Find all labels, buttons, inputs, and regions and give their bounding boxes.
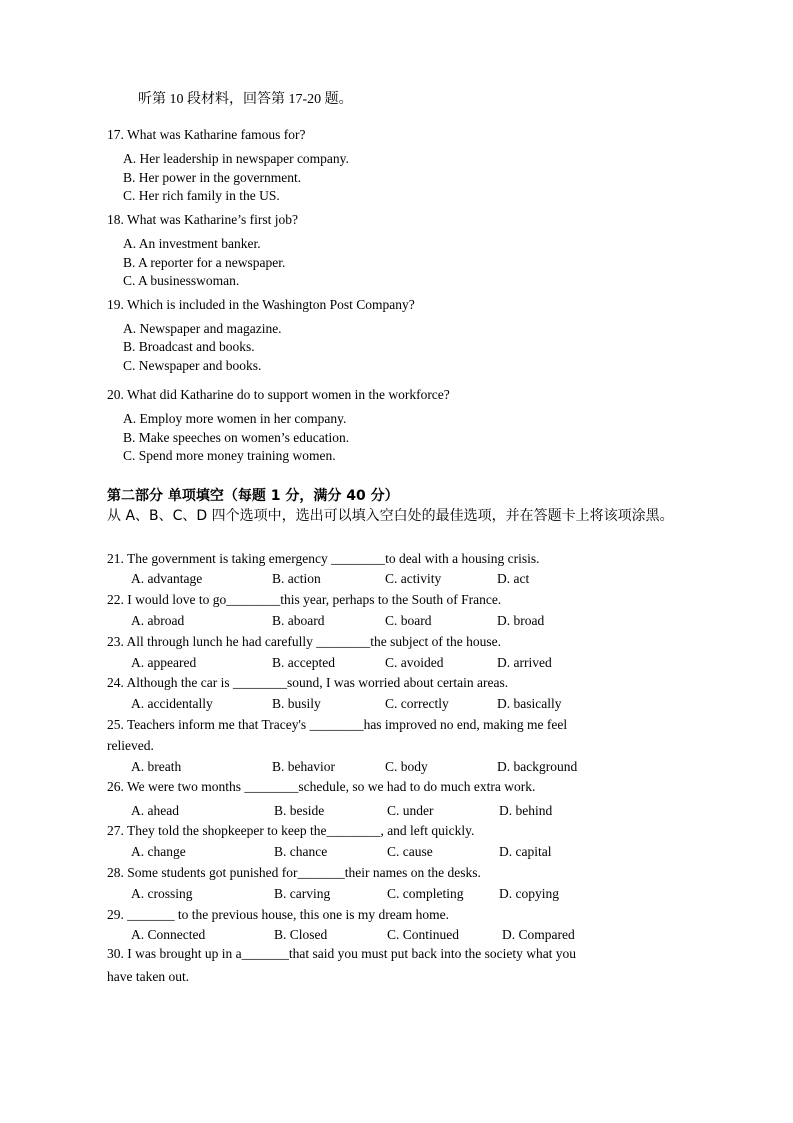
option-24-b: B. busily: [272, 696, 321, 711]
section-instruction: 从 A、B、C、D 四个选项中，选出可以填入空白处的最佳选项，并在答题卡上将该项涂黑。: [107, 508, 674, 524]
question-18: 18. What was Katharine’s first job?: [107, 212, 298, 227]
option-27-a: A. change: [131, 844, 186, 859]
option-27-b: B. chance: [274, 844, 328, 859]
option-29-a: A. Connected: [131, 927, 206, 942]
option-23-b: B. accepted: [272, 655, 335, 670]
option-20-b: B. Make speeches on women’s education.: [123, 430, 350, 445]
section-title: 第二部分 单项填空（每题 1 分，满分 40 分）: [107, 488, 399, 504]
option-25-d: D. background: [497, 759, 578, 774]
option-19-a: A. Newspaper and magazine.: [123, 321, 282, 336]
option-26-c: C. under: [387, 803, 434, 818]
option-23-c: C. avoided: [385, 655, 444, 670]
option-24-c: C. correctly: [385, 696, 449, 711]
question-23: 23. All through lunch he had carefully ________the subject of the house.: [107, 634, 502, 649]
option-19-c: C. Newspaper and books.: [123, 358, 262, 373]
option-26-d: D. behind: [499, 803, 553, 818]
question-27: 27. They told the shopkeeper to keep the________, and left quickly.: [107, 823, 475, 838]
option-28-b: B. carving: [274, 886, 331, 901]
option-29-c: C. Continued: [387, 927, 460, 942]
option-28-c: C. completing: [387, 886, 464, 901]
option-29-b: B. Closed: [274, 927, 328, 942]
question-21: 21. The government is taking emergency ________to deal with a housing crisis.: [107, 551, 540, 566]
option-25-b: B. behavior: [272, 759, 335, 774]
question-30-continuation: have taken out.: [107, 969, 190, 984]
question-26: 26. We were two months ________schedule, so we had to do much extra work.: [107, 779, 536, 794]
option-20-c: C. Spend more money training women.: [123, 448, 336, 463]
option-21-d: D. act: [497, 571, 530, 586]
option-21-a: A. advantage: [131, 571, 203, 586]
option-22-d: D. broad: [497, 613, 545, 628]
option-22-a: A. abroad: [131, 613, 185, 628]
question-30: 30. I was brought up in a_______that said you must put back into the society what you: [107, 946, 577, 961]
question-19: 19. Which is included in the Washington Post Company?: [107, 297, 415, 312]
option-22-c: C. board: [385, 613, 432, 628]
option-28-d: D. copying: [499, 886, 559, 901]
option-28-a: A. crossing: [131, 886, 193, 901]
question-20: 20. What did Katharine do to support women in the workforce?: [107, 387, 450, 402]
question-28: 28. Some students got punished for_______their names on the desks.: [107, 865, 481, 880]
option-24-a: A. accidentally: [131, 696, 213, 711]
option-17-c: C. Her rich family in the US.: [123, 188, 280, 203]
option-25-c: C. body: [385, 759, 428, 774]
question-17: 17. What was Katharine famous for?: [107, 127, 306, 142]
question-29: 29. _______ to the previous house, this one is my dream home.: [107, 907, 449, 922]
question-24: 24. Although the car is ________sound, I was worried about certain areas.: [107, 675, 509, 690]
option-24-d: D. basically: [497, 696, 562, 711]
option-17-b: B. Her power in the government.: [123, 170, 302, 185]
option-20-a: A. Employ more women in her company.: [123, 411, 347, 426]
option-25-a: A. breath: [131, 759, 182, 774]
option-18-b: B. A reporter for a newspaper.: [123, 255, 286, 270]
option-29-d: D. Compared: [502, 927, 575, 942]
option-18-c: C. A businesswoman.: [123, 273, 240, 288]
option-26-b: B. beside: [274, 803, 325, 818]
option-18-a: A. An investment banker.: [123, 236, 261, 251]
option-27-d: D. capital: [499, 844, 552, 859]
option-17-a: A. Her leadership in newspaper company.: [123, 151, 349, 166]
option-26-a: A. ahead: [131, 803, 179, 818]
option-22-b: B. aboard: [272, 613, 325, 628]
option-19-b: B. Broadcast and books.: [123, 339, 255, 354]
question-22: 22. I would love to go________this year, perhaps to the South of France.: [107, 592, 502, 607]
listening-instruction: 听第 10 段材料，回答第 17-20 题。: [138, 92, 353, 107]
option-23-a: A. appeared: [131, 655, 197, 670]
question-25-continuation: relieved.: [107, 738, 154, 753]
option-27-c: C. cause: [387, 844, 433, 859]
question-25: 25. Teachers inform me that Tracey's ________has improved no end, making me feel: [107, 717, 568, 732]
option-21-c: C. activity: [385, 571, 442, 586]
option-21-b: B. action: [272, 571, 321, 586]
option-23-d: D. arrived: [497, 655, 552, 670]
